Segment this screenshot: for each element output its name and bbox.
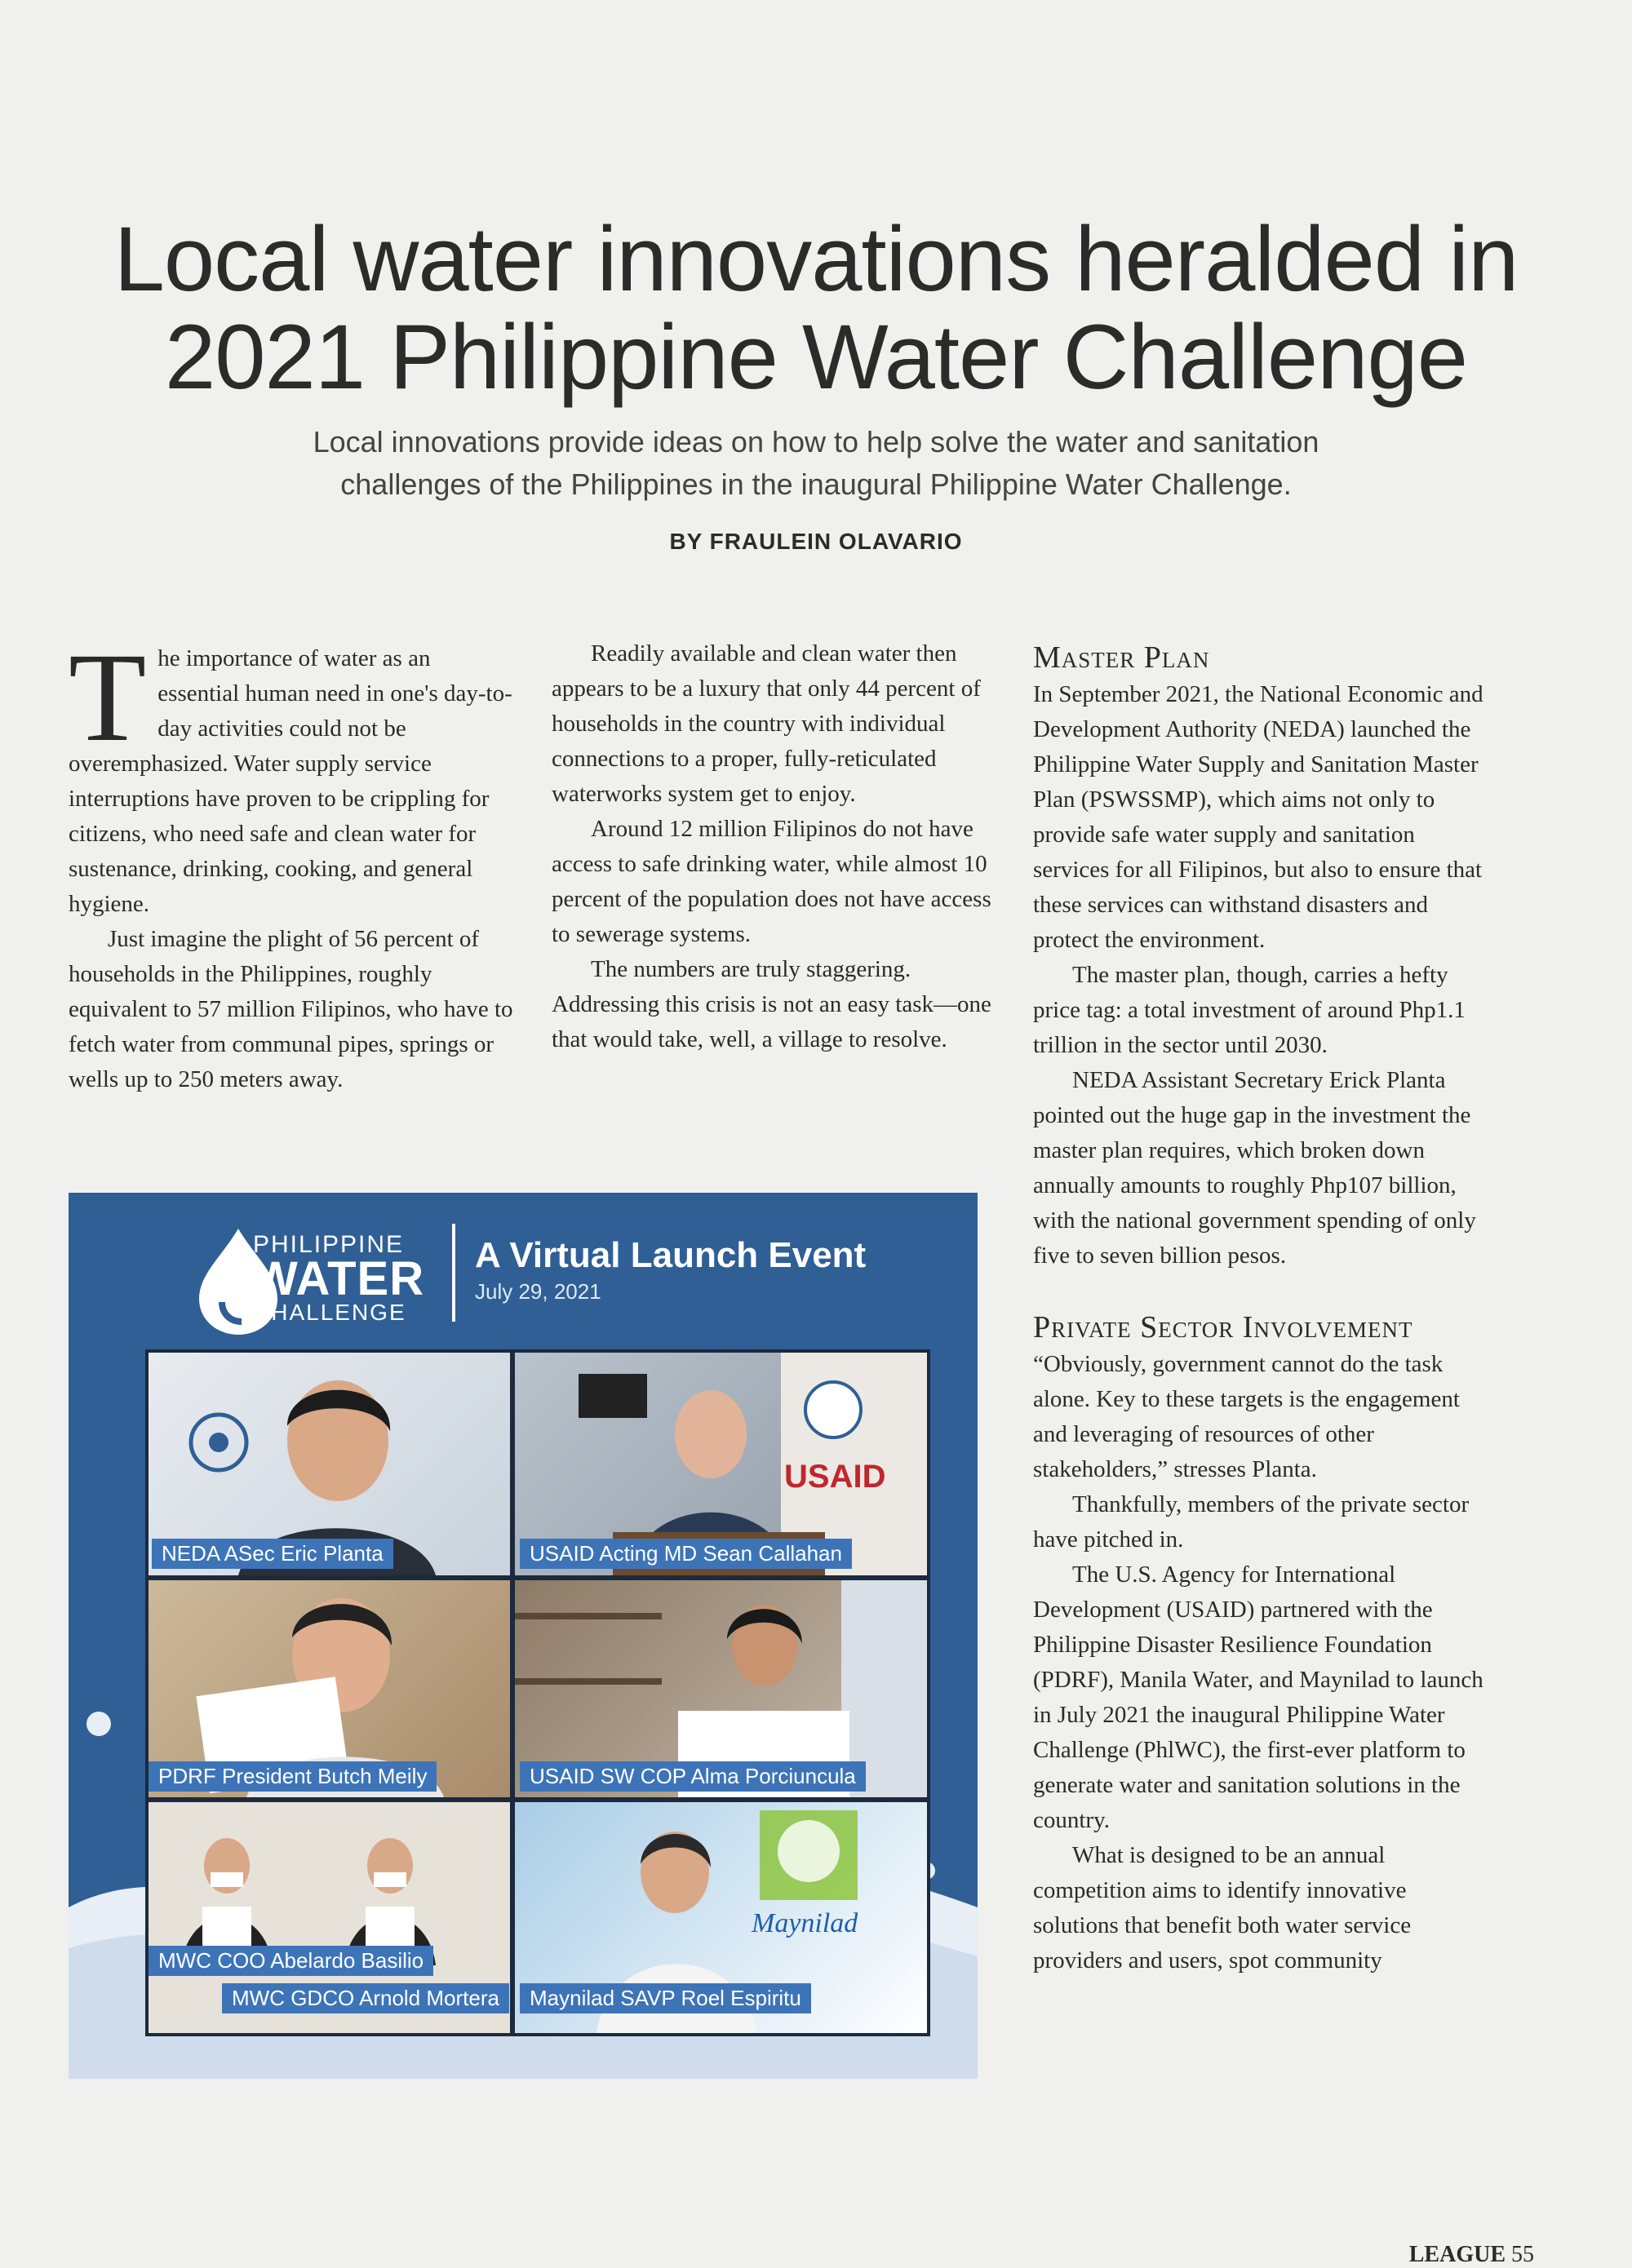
video-tile-usaid-sw bbox=[515, 1580, 927, 1797]
video-tile-maynilad bbox=[515, 1802, 927, 2033]
caption-butch-meily: PDRF President Butch Meily bbox=[149, 1761, 437, 1792]
dek-line-1: Local innovations provide ideas on how to help solve the water and sanitation bbox=[313, 425, 1319, 458]
logo-line-3: CHALLENGE bbox=[253, 1300, 406, 1325]
col3-paragraph-6: The U.S. Agency for International Development (USAID) partnered with the Philippine Disaster Resilience Foundation (PDRF), Manila Water, and Maynilad to launch in July 2021 the inaugural Philippine Water Challenge (PhlWC), the first-ever platform to generate water and sanitation solutions in the country. bbox=[1033, 1561, 1483, 1833]
magazine-name: LEAGUE bbox=[1408, 2242, 1506, 2267]
col3-paragraph-3: NEDA Assistant Secretary Erick Planta pointed out the huge gap in the investment the master plan requires, which broken down annually amounts to roughly Php107 billion, with the national government spending of only five to seven billion pesos. bbox=[1033, 1067, 1476, 1269]
column-1 bbox=[69, 627, 514, 1097]
col1-paragraph-2: Just imagine the plight of 56 percent of households in the Philippines, roughly equivalent to 57 million Filipinos, who have to fetch water from communal pipes, springs or wells up to 250 meters away. bbox=[69, 926, 513, 1092]
column-3 bbox=[1033, 638, 1490, 1978]
col1-p1-text: he importance of water as an essential human need in one's day-to-day activities could not be overemphasized. Water supply service interruptions have proven to be crippling for citizens, who need safe and clean water for sustenance, drinking, cooking, and general hygiene. bbox=[69, 645, 512, 917]
event-date: July 29, 2021 bbox=[475, 1279, 601, 1304]
usaid-logo: USAID bbox=[784, 1459, 886, 1495]
dek bbox=[245, 421, 1387, 506]
col2-paragraph-1: Readily available and clean water then appears to be a luxury that only 44 percent of households in the country with individual connections to a proper, fully-reticulated waterworks system get to enjoy. bbox=[552, 640, 981, 807]
headline bbox=[49, 210, 1583, 406]
section-head-private-sector: Private Sector Involvement bbox=[1033, 1310, 1413, 1344]
col3-paragraph-4: “Obviously, government cannot do the task alone. Key to these targets is the engagement and leveraging of resources of other stakeholders,” stresses Planta. bbox=[1033, 1351, 1460, 1482]
dek-line-2: challenges of the Philippines in the inaugural Philippine Water Challenge. bbox=[340, 467, 1292, 501]
col3-paragraph-7: What is designed to be an annual competition aims to identify innovative solutions that benefit both water service providers and users, spot community bbox=[1033, 1842, 1412, 1973]
drop-cap: T bbox=[69, 627, 147, 768]
caption-eric-planta: NEDA ASec Eric Planta bbox=[152, 1539, 393, 1569]
event-title: A Virtual Launch Event bbox=[475, 1235, 867, 1275]
logo-line-2: WATER bbox=[253, 1252, 425, 1305]
maynilad-logo: Maynilad bbox=[752, 1908, 858, 1938]
video-tile-pdrf bbox=[149, 1580, 510, 1797]
caption-abelardo-basilio: MWC COO Abelardo Basilio bbox=[149, 1946, 433, 1976]
section-head-master-plan: Master Plan bbox=[1033, 640, 1210, 675]
headline-line-2: 2021 Philippine Water Challenge bbox=[164, 306, 1468, 408]
col3-paragraph-5: Thankfully, members of the private sector have pitched in. bbox=[1033, 1491, 1470, 1553]
logo-line-1: PHILIPPINE bbox=[253, 1231, 405, 1258]
water-droplet-icon bbox=[86, 1712, 111, 1736]
caption-sean-callahan: USAID Acting MD Sean Callahan bbox=[520, 1539, 852, 1569]
page-number: 55 bbox=[1511, 2242, 1534, 2267]
logo-divider bbox=[452, 1224, 455, 1322]
video-call-grid bbox=[145, 1349, 930, 2036]
caption-roel-espiritu: Maynilad SAVP Roel Espiritu bbox=[520, 1983, 811, 2013]
video-tile-mwc bbox=[149, 1802, 510, 2033]
col3-paragraph-2: The master plan, though, carries a hefty price tag: a total investment of around Php1.1 trillion in the sector until 2030. bbox=[1033, 962, 1466, 1058]
headline-line-1: Local water innovations heralded in bbox=[113, 208, 1519, 310]
col2-paragraph-2: Around 12 million Filipinos do not have access to safe drinking water, while almost 10 percent of the population does not have access to sewerage systems. bbox=[552, 816, 991, 947]
col2-paragraph-3: The numbers are truly staggering. Addressing this crisis is not an easy task—one that would take, well, a village to resolve. bbox=[552, 956, 991, 1052]
page-folio bbox=[1409, 2242, 1534, 2268]
col3-paragraph-1: In September 2021, the National Economic and Development Authority (NEDA) launched the Philippine Water Supply and Sanitation Master Plan (PSWSSMP), which aims not only to provide safe water supply and sanitation services for all Filipinos, but also to ensure that these services can withstand disasters and protect the environment. bbox=[1033, 681, 1483, 953]
column-2 bbox=[552, 636, 997, 1057]
col1-paragraph-1 bbox=[69, 627, 514, 922]
video-tile-usaid bbox=[515, 1353, 927, 1575]
video-tile-neda bbox=[149, 1353, 510, 1575]
byline: BY FRAULEIN OLAVARIO bbox=[669, 529, 963, 554]
logo-wordmark bbox=[253, 1232, 424, 1325]
launch-event-photo bbox=[69, 1193, 978, 2079]
caption-alma-porciuncula: USAID SW COP Alma Porciuncula bbox=[520, 1761, 866, 1792]
caption-arnold-mortera: MWC GDCO Arnold Mortera bbox=[222, 1983, 509, 2013]
